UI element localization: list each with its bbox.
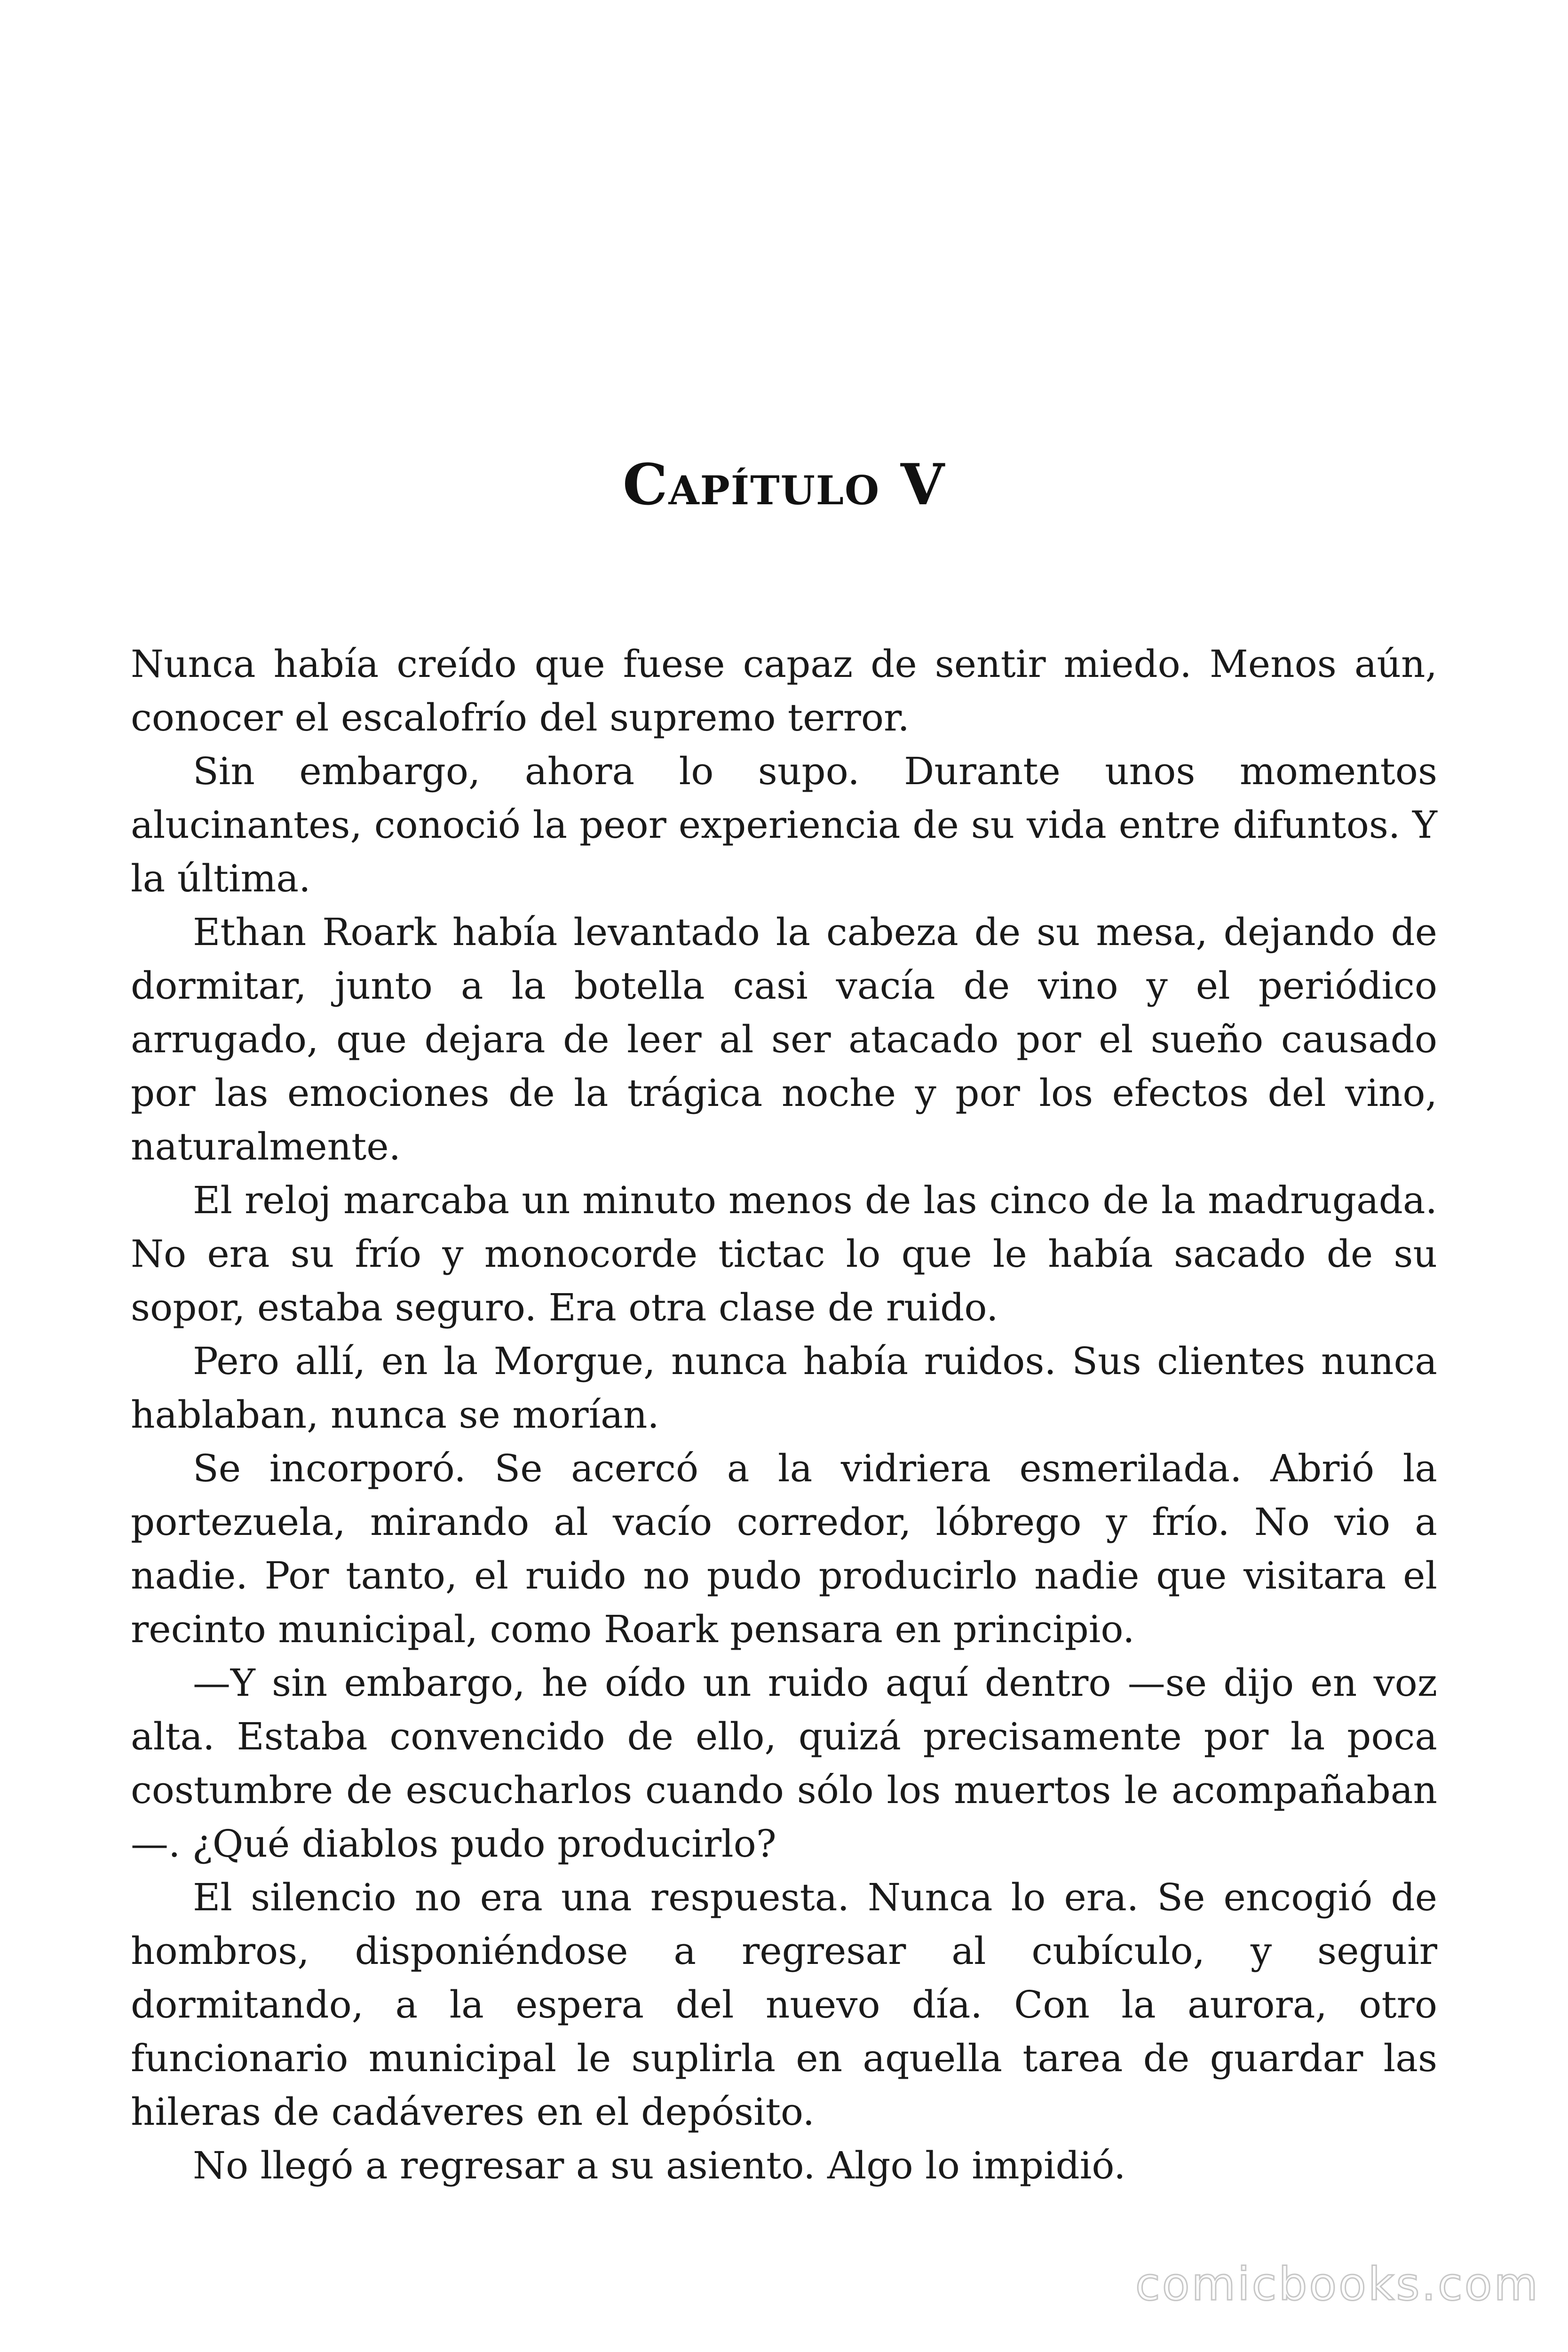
paragraph: Se incorporó. Se acercó a la vidriera esmerilada. Abrió la portezuela, mirando al vacío corredor, lóbrego y frío. No vio a nadie. Por tanto, el ruido no pudo producirlo nadie que visitara el recinto municipal, como Roark pensara en principio. [131,1446,1437,1651]
paragraph: —Y sin embargo, he oído un ruido aquí dentro —se dijo en voz alta. Estaba convencido de ello, quizá precisamente por la poca costumbre de escucharlos cuando sólo los muertos le acompañaban —. ¿Qué diablos pudo producirlo? [131,1661,1437,1866]
paragraph: Nunca había creído que fuese capaz de sentir miedo. Menos aún, conocer el escalofrío del supremo terror. [131,642,1437,739]
watermark: comicbooks.com [1135,2258,1540,2311]
paragraph: No llegó a regresar a su asiento. Algo lo impidió. [193,2144,1126,2187]
paragraph: Pero allí, en la Morgue, nunca había ruidos. Sus clientes nunca hablaban, nunca se morían. [131,1339,1437,1437]
paragraph: Sin embargo, ahora lo supo. Durante unos momentos alucinantes, conoció la peor experiencia de su vida entre difuntos. Y la última. [131,749,1437,900]
chapter-text [131,637,1437,2193]
paragraph: Ethan Roark había levantado la cabeza de su mesa, dejando de dormitar, junto a la botella casi vacía de vino y el periódico arrugado, que dejara de leer al ser atacado por el sueño causado por las emociones de la trágica noche y por los efectos del vino, naturalmente. [131,910,1437,1168]
paragraph: El silencio no era una respuesta. Nunca lo era. Se encogió de hombros, disponiéndose a regresar al cubículo, y seguir dormitando, a la espera del nuevo día. Con la aurora, otro funcionario municipal le suplirla en aquella tarea de guardar las hileras de cadáveres en el depósito. [131,1875,1437,2134]
chapter-title: Capítulo V [622,452,946,518]
paragraph: El reloj marcaba un minuto menos de las cinco de la madrugada. No era su frío y monocorde tictac lo que le había sacado de su sopor, estaba seguro. Era otra clase de ruido. [131,1178,1437,1329]
